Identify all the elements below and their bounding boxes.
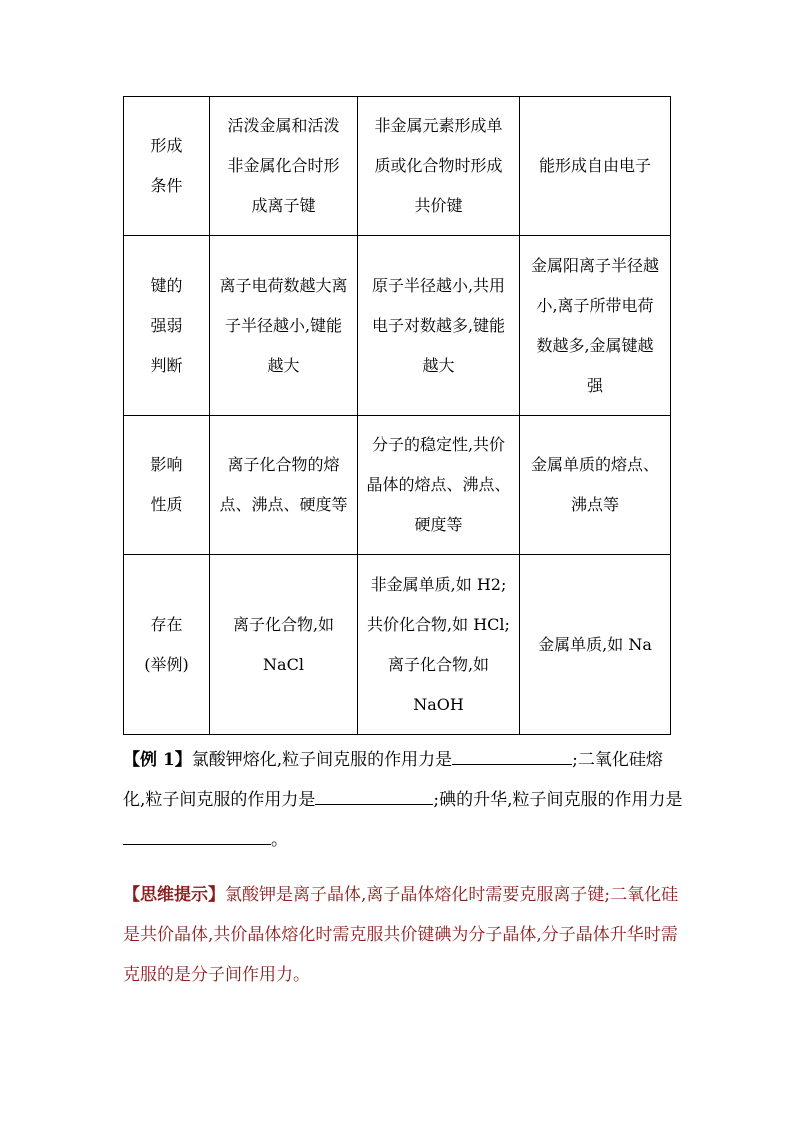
question-text: 氯酸钾熔化,粒子间克服的作用力是 [191,750,453,770]
ionic-bond-cell: 离子电荷数越大离 子半径越小,键能 越大 [210,236,358,416]
covalent-bond-cell: 非金属单质,如 H2; 共价化合物,如 HCl; 离子化合物,如 NaOH [358,555,520,735]
question-text: ;二氧化硅熔化,粒子间克服的作用力是 [123,750,663,810]
ionic-bond-cell: 离子化合物的熔 点、沸点、硬度等 [210,416,358,555]
hint-text: 氯酸钾是离子晶体,离子晶体熔化时需要克服离子键;二氧化硅是共价晶体,共价晶体熔化时需克服共价键碘为分子晶体,分子晶体升华时需克服的是分子间作用力。 [123,885,679,985]
metallic-bond-cell: 能形成自由电子 [520,97,671,236]
ionic-bond-cell: 离子化合物,如 NaCl [210,555,358,735]
ionic-bond-cell: 活泼金属和活泼 非金属化合时形 成离子键 [210,97,358,236]
row-label-cell: 影响 性质 [124,416,210,555]
question-text: ;碘的升华,粒子间克服的作用力是 [433,790,683,810]
question-end: 。 [271,830,288,850]
thinking-hint [123,875,683,995]
table-row [124,97,671,236]
row-label-cell: 键的 强弱 判断 [124,236,210,416]
covalent-bond-cell: 原子半径越小,共用 电子对数越多,键能 越大 [358,236,520,416]
metallic-bond-cell: 金属单质的熔点、 沸点等 [520,416,671,555]
table-row [124,416,671,555]
row-label-cell: 形成 条件 [124,97,210,236]
row-label-cell: 存在 (举例) [124,555,210,735]
table-row [124,236,671,416]
example-question [123,740,683,860]
table-row [124,555,671,735]
metallic-bond-cell: 金属单质,如 Na [520,555,671,735]
example-tag: 【例 1】 [123,750,192,770]
covalent-bond-cell: 非金属元素形成单 质或化合物时形成 共价键 [358,97,520,236]
answer-blank [315,782,433,805]
hint-tag: 【思维提示】 [123,885,225,905]
chemical-bond-comparison-table [123,96,671,735]
metallic-bond-cell: 金属阳离子半径越 小,离子所带电荷 数越多,金属键越 强 [520,236,671,416]
covalent-bond-cell: 分子的稳定性,共价 晶体的熔点、沸点、 硬度等 [358,416,520,555]
answer-blank [123,822,271,845]
answer-blank [452,742,572,765]
